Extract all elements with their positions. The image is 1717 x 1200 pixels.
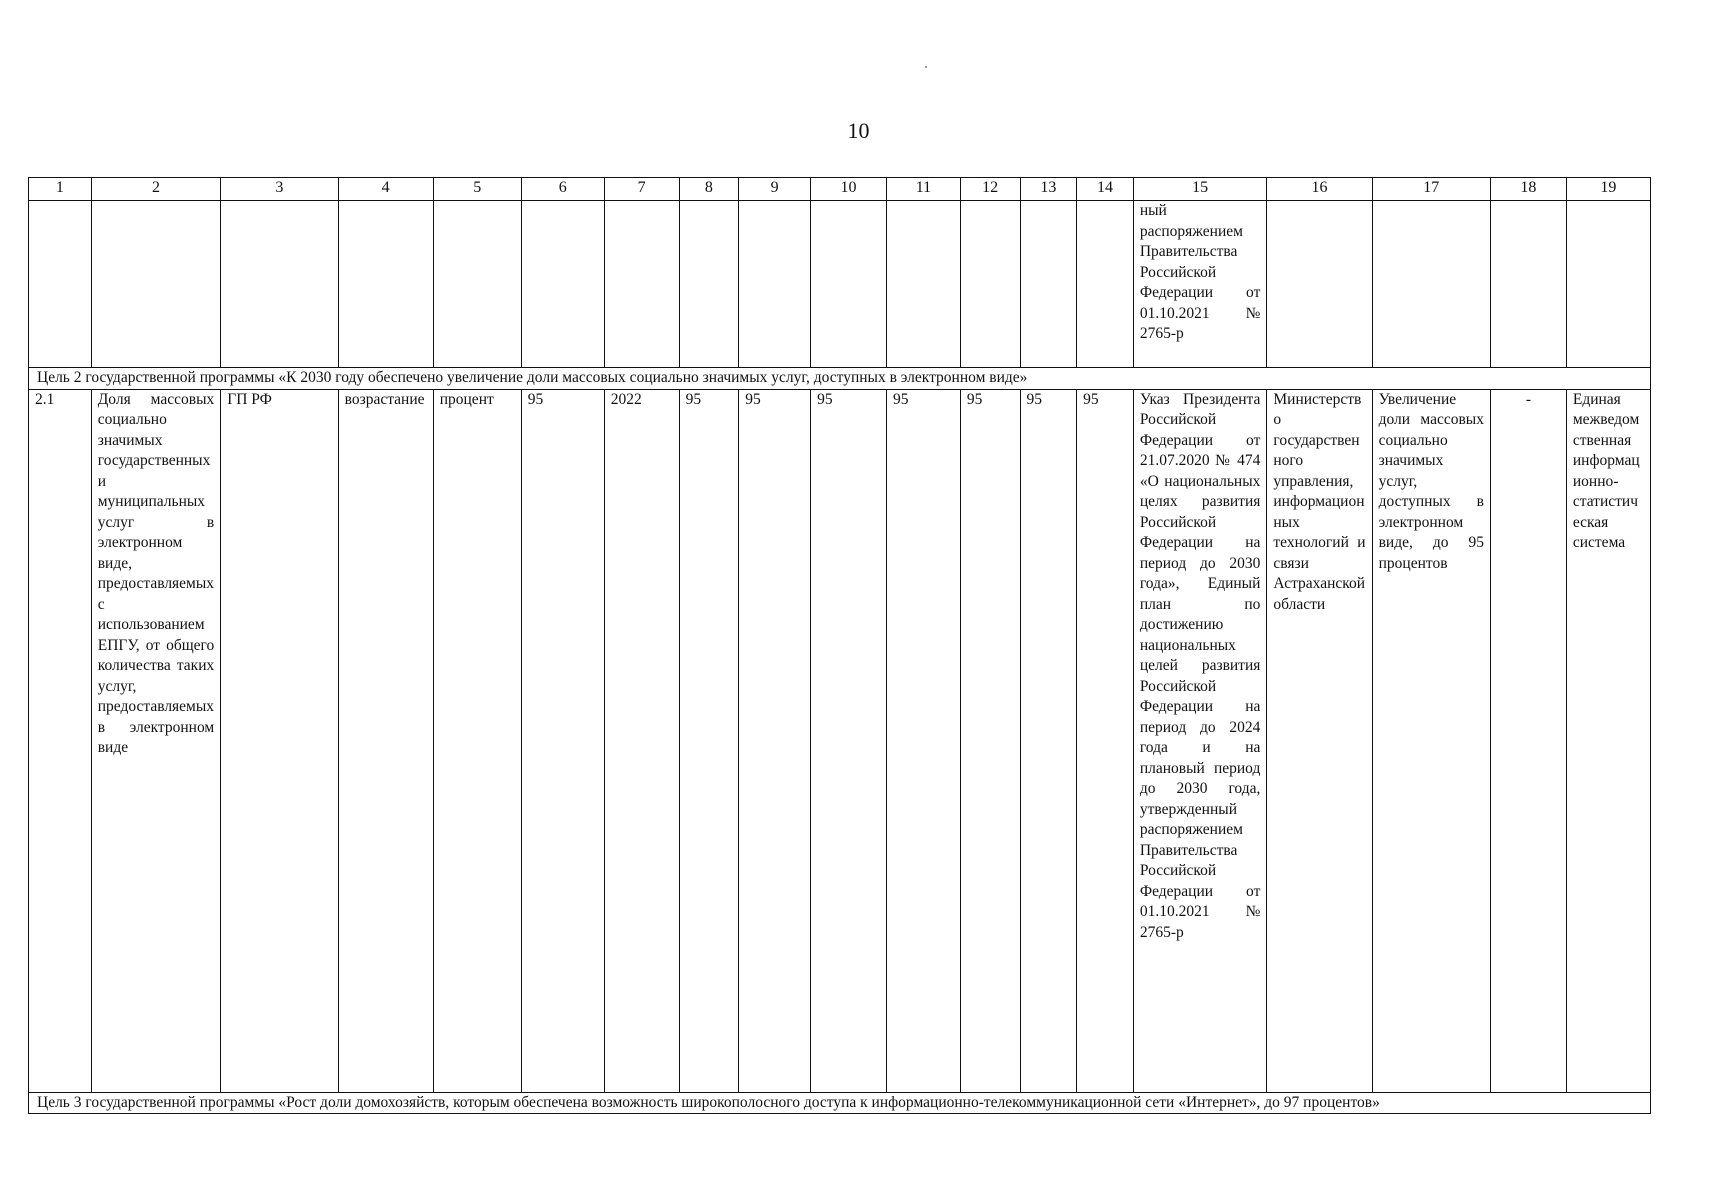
value-col-8: 95 <box>679 389 739 1092</box>
col-header: 18 <box>1490 178 1566 201</box>
empty-cell <box>91 201 221 368</box>
column-numbers-row <box>29 178 1651 201</box>
empty-cell <box>433 201 521 368</box>
col-header: 11 <box>886 178 960 201</box>
value-col-13: 95 <box>1020 389 1077 1092</box>
indicator-level: ГП РФ <box>221 389 338 1092</box>
empty-cell <box>1077 201 1134 368</box>
col-header: 6 <box>521 178 604 201</box>
col-header: 15 <box>1133 178 1267 201</box>
col-18-value: - <box>1490 389 1566 1092</box>
empty-cell <box>960 201 1020 368</box>
col-header: 16 <box>1267 178 1372 201</box>
empty-cell <box>1490 201 1566 368</box>
empty-cell <box>1372 201 1490 368</box>
empty-cell <box>679 201 739 368</box>
indicator-trend: возрастание <box>338 389 433 1092</box>
empty-cell <box>1020 201 1077 368</box>
col-header: 5 <box>433 178 521 201</box>
indicator-unit: процент <box>433 389 521 1092</box>
empty-cell <box>886 201 960 368</box>
col-header: 8 <box>679 178 739 201</box>
col-header: 9 <box>739 178 811 201</box>
linked-indicator: Увеличение доли массовых социально значимых услуг, доступных в электронном виде, до 95 процентов <box>1372 389 1490 1092</box>
value-col-12: 95 <box>960 389 1020 1092</box>
value-col-14: 95 <box>1077 389 1134 1092</box>
goal-3-row <box>29 1092 1651 1114</box>
value-col-9: 95 <box>739 389 811 1092</box>
col-header: 1 <box>29 178 92 201</box>
col-header: 14 <box>1077 178 1134 201</box>
col-header: 17 <box>1372 178 1490 201</box>
information-system: Единая межведомственная информационно-статистическая система <box>1566 389 1650 1092</box>
empty-cell <box>811 201 887 368</box>
indicators-table <box>28 177 1651 1114</box>
value-col-11: 95 <box>886 389 960 1092</box>
empty-cell <box>521 201 604 368</box>
empty-cell <box>739 201 811 368</box>
col-header: 3 <box>221 178 338 201</box>
indicator-name: Доля массовых социально значимых государственных и муниципальных услуг в электронном виде, предоставляемых с использованием ЕПГУ, от общего количества таких услуг, предоставляемых в электронном виде <box>91 389 221 1092</box>
empty-cell <box>1566 201 1650 368</box>
empty-cell <box>338 201 433 368</box>
empty-cell <box>29 201 92 368</box>
col-header: 10 <box>811 178 887 201</box>
base-value: 95 <box>521 389 604 1092</box>
responsible-body: Министерство государственного управления, информационных технологий и связи Астраханской области <box>1267 389 1372 1092</box>
col-header: 12 <box>960 178 1020 201</box>
source-document: Указ Президента Российской Федерации от 21.07.2020 № 474 «О национальных целях развития Российской Федерации на период до 2030 года», Единый план по достижению национальных целей развития Российской Федерации на период до 2024 года и на плановый период до 2030 года, утвержденный распоряжением Правительства Российской Федерации от 01.10.2021 № 2765-р <box>1133 389 1267 1092</box>
indicator-number: 2.1 <box>29 389 92 1092</box>
page-number: 10 <box>847 118 870 143</box>
empty-cell <box>604 201 679 368</box>
col-header: 4 <box>338 178 433 201</box>
col-header: 19 <box>1566 178 1650 201</box>
value-col-10: 95 <box>811 389 887 1092</box>
goal-3-title: Цель 3 государственной программы «Рост доли домохозяйств, которым обеспечена возможность широкополосного доступа к информационно-телекоммуникационной сети «Интернет», до 97 процентов» <box>29 1092 1651 1114</box>
col-header: 13 <box>1020 178 1077 201</box>
base-year: 2022 <box>604 389 679 1092</box>
col-header: 2 <box>91 178 221 201</box>
continuation-source-document: ный распоряжением Правительства Российской Федерации от 01.10.2021 № 2765-р <box>1133 201 1267 368</box>
empty-cell <box>1267 201 1372 368</box>
col-header: 7 <box>604 178 679 201</box>
indicator-row-2-1 <box>29 389 1651 1092</box>
goal-2-title: Цель 2 государственной программы «К 2030 году обеспечено увеличение доли массовых социально значимых услуг, доступных в электронном виде» <box>29 368 1651 390</box>
scan-speck <box>925 66 927 68</box>
continuation-row <box>29 201 1651 368</box>
goal-2-row <box>29 368 1651 390</box>
empty-cell <box>221 201 338 368</box>
